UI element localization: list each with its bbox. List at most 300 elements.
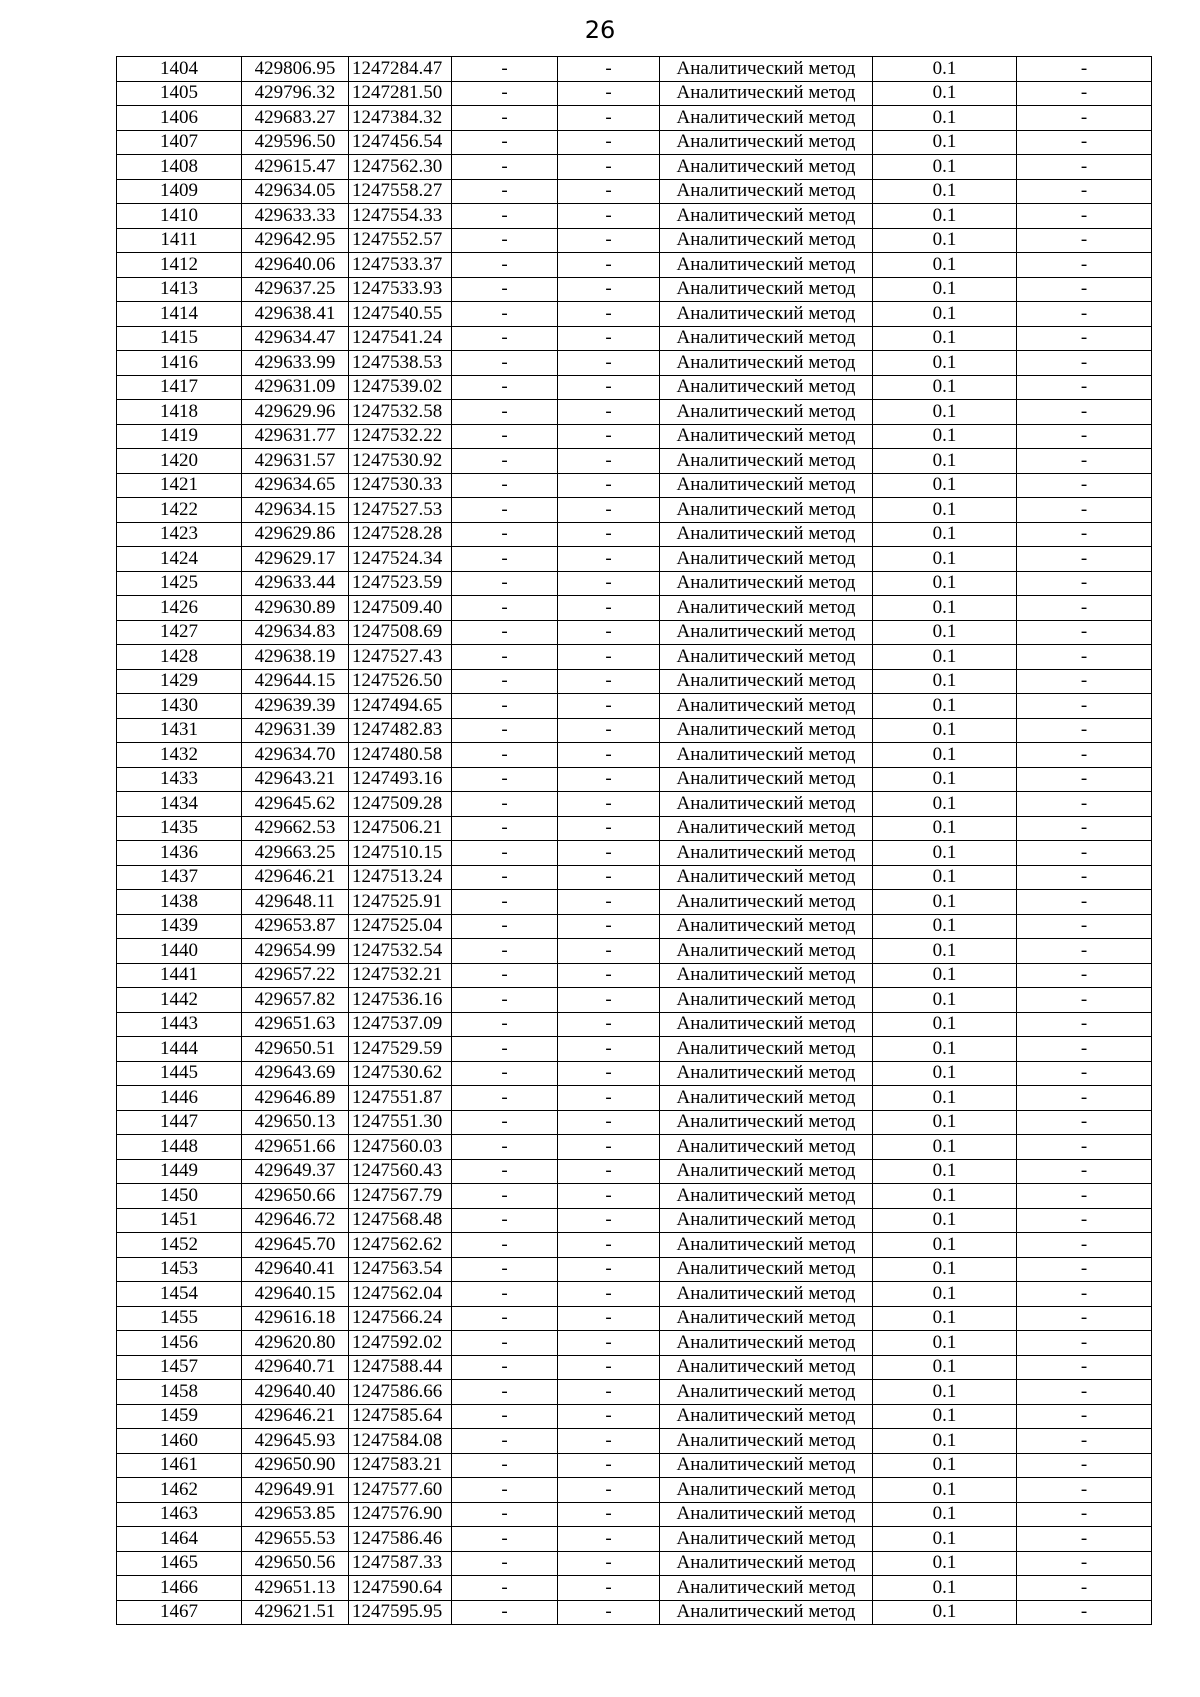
y-coordinate-cell: 1247526.50: [349, 669, 452, 694]
y-coordinate-cell: 1247482.83: [349, 718, 452, 743]
point-number-cell: 1405: [117, 81, 242, 106]
table-row: [117, 1600, 1152, 1625]
column-4-cell: -: [452, 302, 558, 327]
accuracy-cell: 0.1: [873, 1527, 1017, 1552]
column-8-cell: -: [1017, 988, 1152, 1013]
y-coordinate-cell: 1247541.24: [349, 326, 452, 351]
column-4-cell: -: [452, 1184, 558, 1209]
x-coordinate-cell: 429663.25: [242, 841, 349, 866]
method-cell: Аналитический метод: [660, 1184, 873, 1209]
column-4-cell: -: [452, 424, 558, 449]
column-5-cell: -: [558, 302, 660, 327]
method-cell: Аналитический метод: [660, 939, 873, 964]
point-number-cell: 1423: [117, 522, 242, 547]
y-coordinate-cell: 1247552.57: [349, 228, 452, 253]
y-coordinate-cell: 1247281.50: [349, 81, 452, 106]
column-8-cell: -: [1017, 620, 1152, 645]
point-number-cell: 1414: [117, 302, 242, 327]
accuracy-cell: 0.1: [873, 1012, 1017, 1037]
accuracy-cell: 0.1: [873, 890, 1017, 915]
table-row: [117, 1331, 1152, 1356]
y-coordinate-cell: 1247530.92: [349, 449, 452, 474]
y-coordinate-cell: 1247523.59: [349, 571, 452, 596]
accuracy-cell: 0.1: [873, 865, 1017, 890]
column-8-cell: -: [1017, 743, 1152, 768]
accuracy-cell: 0.1: [873, 179, 1017, 204]
column-8-cell: -: [1017, 57, 1152, 82]
y-coordinate-cell: 1247558.27: [349, 179, 452, 204]
method-cell: Аналитический метод: [660, 326, 873, 351]
column-8-cell: -: [1017, 1527, 1152, 1552]
table-row: [117, 1576, 1152, 1601]
column-5-cell: -: [558, 106, 660, 131]
table-row: [117, 1135, 1152, 1160]
accuracy-cell: 0.1: [873, 767, 1017, 792]
accuracy-cell: 0.1: [873, 547, 1017, 572]
accuracy-cell: 0.1: [873, 473, 1017, 498]
table-row: [117, 473, 1152, 498]
table-row: [117, 596, 1152, 621]
column-8-cell: -: [1017, 179, 1152, 204]
column-4-cell: -: [452, 326, 558, 351]
point-number-cell: 1464: [117, 1527, 242, 1552]
y-coordinate-cell: 1247532.54: [349, 939, 452, 964]
y-coordinate-cell: 1247527.43: [349, 645, 452, 670]
table-row: [117, 253, 1152, 278]
table-row: [117, 204, 1152, 229]
column-8-cell: -: [1017, 865, 1152, 890]
method-cell: Аналитический метод: [660, 473, 873, 498]
accuracy-cell: 0.1: [873, 326, 1017, 351]
table-row: [117, 179, 1152, 204]
accuracy-cell: 0.1: [873, 253, 1017, 278]
y-coordinate-cell: 1247538.53: [349, 351, 452, 376]
x-coordinate-cell: 429640.06: [242, 253, 349, 278]
y-coordinate-cell: 1247532.58: [349, 400, 452, 425]
column-4-cell: -: [452, 890, 558, 915]
column-8-cell: -: [1017, 1037, 1152, 1062]
method-cell: Аналитический метод: [660, 449, 873, 474]
column-4-cell: -: [452, 914, 558, 939]
method-cell: Аналитический метод: [660, 841, 873, 866]
method-cell: Аналитический метод: [660, 1404, 873, 1429]
x-coordinate-cell: 429651.13: [242, 1576, 349, 1601]
table-row: [117, 1037, 1152, 1062]
y-coordinate-cell: 1247551.87: [349, 1086, 452, 1111]
y-coordinate-cell: 1247510.15: [349, 841, 452, 866]
column-5-cell: -: [558, 743, 660, 768]
method-cell: Аналитический метод: [660, 1551, 873, 1576]
column-4-cell: -: [452, 1086, 558, 1111]
x-coordinate-cell: 429642.95: [242, 228, 349, 253]
column-5-cell: -: [558, 204, 660, 229]
point-number-cell: 1422: [117, 498, 242, 523]
column-8-cell: -: [1017, 498, 1152, 523]
accuracy-cell: 0.1: [873, 1502, 1017, 1527]
table-row: [117, 1184, 1152, 1209]
column-4-cell: -: [452, 1404, 558, 1429]
column-5-cell: -: [558, 1159, 660, 1184]
x-coordinate-cell: 429644.15: [242, 669, 349, 694]
accuracy-cell: 0.1: [873, 302, 1017, 327]
y-coordinate-cell: 1247584.08: [349, 1429, 452, 1454]
point-number-cell: 1432: [117, 743, 242, 768]
accuracy-cell: 0.1: [873, 57, 1017, 82]
accuracy-cell: 0.1: [873, 1306, 1017, 1331]
y-coordinate-cell: 1247567.79: [349, 1184, 452, 1209]
accuracy-cell: 0.1: [873, 1184, 1017, 1209]
column-4-cell: -: [452, 228, 558, 253]
column-8-cell: -: [1017, 1233, 1152, 1258]
column-8-cell: -: [1017, 1257, 1152, 1282]
table-row: [117, 1551, 1152, 1576]
y-coordinate-cell: 1247585.64: [349, 1404, 452, 1429]
accuracy-cell: 0.1: [873, 1551, 1017, 1576]
table-row: [117, 767, 1152, 792]
method-cell: Аналитический метод: [660, 1478, 873, 1503]
column-4-cell: -: [452, 351, 558, 376]
accuracy-cell: 0.1: [873, 792, 1017, 817]
y-coordinate-cell: 1247560.43: [349, 1159, 452, 1184]
method-cell: Аналитический метод: [660, 375, 873, 400]
method-cell: Аналитический метод: [660, 498, 873, 523]
accuracy-cell: 0.1: [873, 106, 1017, 131]
column-5-cell: -: [558, 424, 660, 449]
table-row: [117, 865, 1152, 890]
x-coordinate-cell: 429638.19: [242, 645, 349, 670]
column-8-cell: -: [1017, 1159, 1152, 1184]
point-number-cell: 1413: [117, 277, 242, 302]
accuracy-cell: 0.1: [873, 1429, 1017, 1454]
y-coordinate-cell: 1247576.90: [349, 1502, 452, 1527]
method-cell: Аналитический метод: [660, 1527, 873, 1552]
x-coordinate-cell: 429629.17: [242, 547, 349, 572]
column-5-cell: -: [558, 449, 660, 474]
column-4-cell: -: [452, 1233, 558, 1258]
method-cell: Аналитический метод: [660, 988, 873, 1013]
column-5-cell: -: [558, 1061, 660, 1086]
column-8-cell: -: [1017, 890, 1152, 915]
column-5-cell: -: [558, 718, 660, 743]
column-8-cell: -: [1017, 939, 1152, 964]
point-number-cell: 1452: [117, 1233, 242, 1258]
column-4-cell: -: [452, 1282, 558, 1307]
column-5-cell: -: [558, 669, 660, 694]
column-4-cell: -: [452, 1576, 558, 1601]
method-cell: Аналитический метод: [660, 816, 873, 841]
method-cell: Аналитический метод: [660, 571, 873, 596]
x-coordinate-cell: 429654.99: [242, 939, 349, 964]
column-4-cell: -: [452, 81, 558, 106]
method-cell: Аналитический метод: [660, 767, 873, 792]
point-number-cell: 1434: [117, 792, 242, 817]
table-row: [117, 571, 1152, 596]
point-number-cell: 1446: [117, 1086, 242, 1111]
x-coordinate-cell: 429650.90: [242, 1453, 349, 1478]
method-cell: Аналитический метод: [660, 645, 873, 670]
method-cell: Аналитический метод: [660, 253, 873, 278]
accuracy-cell: 0.1: [873, 522, 1017, 547]
method-cell: Аналитический метод: [660, 620, 873, 645]
y-coordinate-cell: 1247527.53: [349, 498, 452, 523]
point-number-cell: 1419: [117, 424, 242, 449]
point-number-cell: 1409: [117, 179, 242, 204]
point-number-cell: 1411: [117, 228, 242, 253]
accuracy-cell: 0.1: [873, 571, 1017, 596]
point-number-cell: 1445: [117, 1061, 242, 1086]
method-cell: Аналитический метод: [660, 1502, 873, 1527]
y-coordinate-cell: 1247506.21: [349, 816, 452, 841]
column-8-cell: -: [1017, 1208, 1152, 1233]
y-coordinate-cell: 1247536.16: [349, 988, 452, 1013]
point-number-cell: 1438: [117, 890, 242, 915]
column-8-cell: -: [1017, 424, 1152, 449]
method-cell: Аналитический метод: [660, 743, 873, 768]
column-4-cell: -: [452, 1355, 558, 1380]
y-coordinate-cell: 1247533.37: [349, 253, 452, 278]
point-number-cell: 1465: [117, 1551, 242, 1576]
accuracy-cell: 0.1: [873, 1037, 1017, 1062]
x-coordinate-cell: 429645.70: [242, 1233, 349, 1258]
x-coordinate-cell: 429650.66: [242, 1184, 349, 1209]
point-number-cell: 1430: [117, 694, 242, 719]
point-number-cell: 1450: [117, 1184, 242, 1209]
accuracy-cell: 0.1: [873, 620, 1017, 645]
column-5-cell: -: [558, 351, 660, 376]
table-row: [117, 988, 1152, 1013]
table-row: [117, 718, 1152, 743]
x-coordinate-cell: 429631.57: [242, 449, 349, 474]
point-number-cell: 1467: [117, 1600, 242, 1625]
column-4-cell: -: [452, 963, 558, 988]
y-coordinate-cell: 1247532.21: [349, 963, 452, 988]
point-number-cell: 1427: [117, 620, 242, 645]
x-coordinate-cell: 429649.37: [242, 1159, 349, 1184]
table-row: [117, 106, 1152, 131]
method-cell: Аналитический метод: [660, 792, 873, 817]
table-row: [117, 424, 1152, 449]
method-cell: Аналитический метод: [660, 1429, 873, 1454]
column-5-cell: -: [558, 1184, 660, 1209]
column-5-cell: -: [558, 1208, 660, 1233]
column-8-cell: -: [1017, 669, 1152, 694]
table-row: [117, 351, 1152, 376]
method-cell: Аналитический метод: [660, 669, 873, 694]
x-coordinate-cell: 429633.44: [242, 571, 349, 596]
table-row: [117, 1159, 1152, 1184]
column-5-cell: -: [558, 1551, 660, 1576]
column-5-cell: -: [558, 1502, 660, 1527]
column-4-cell: -: [452, 1502, 558, 1527]
page-number: 26: [584, 16, 616, 44]
column-5-cell: -: [558, 1478, 660, 1503]
table-row: [117, 81, 1152, 106]
accuracy-cell: 0.1: [873, 1478, 1017, 1503]
column-8-cell: -: [1017, 302, 1152, 327]
column-8-cell: -: [1017, 1086, 1152, 1111]
point-number-cell: 1437: [117, 865, 242, 890]
x-coordinate-cell: 429634.83: [242, 620, 349, 645]
y-coordinate-cell: 1247524.34: [349, 547, 452, 572]
table-row: [117, 645, 1152, 670]
accuracy-cell: 0.1: [873, 939, 1017, 964]
x-coordinate-cell: 429630.89: [242, 596, 349, 621]
column-8-cell: -: [1017, 1306, 1152, 1331]
x-coordinate-cell: 429634.47: [242, 326, 349, 351]
y-coordinate-cell: 1247456.54: [349, 130, 452, 155]
point-number-cell: 1404: [117, 57, 242, 82]
table-row: [117, 620, 1152, 645]
y-coordinate-cell: 1247530.62: [349, 1061, 452, 1086]
method-cell: Аналитический метод: [660, 1159, 873, 1184]
column-8-cell: -: [1017, 326, 1152, 351]
accuracy-cell: 0.1: [873, 743, 1017, 768]
column-5-cell: -: [558, 375, 660, 400]
column-4-cell: -: [452, 1600, 558, 1625]
x-coordinate-cell: 429621.51: [242, 1600, 349, 1625]
column-5-cell: -: [558, 1331, 660, 1356]
x-coordinate-cell: 429648.11: [242, 890, 349, 915]
column-4-cell: -: [452, 816, 558, 841]
column-4-cell: -: [452, 130, 558, 155]
point-number-cell: 1424: [117, 547, 242, 572]
column-8-cell: -: [1017, 228, 1152, 253]
point-number-cell: 1426: [117, 596, 242, 621]
x-coordinate-cell: 429634.65: [242, 473, 349, 498]
column-5-cell: -: [558, 522, 660, 547]
column-4-cell: -: [452, 179, 558, 204]
method-cell: Аналитический метод: [660, 890, 873, 915]
y-coordinate-cell: 1247577.60: [349, 1478, 452, 1503]
table-row: [117, 792, 1152, 817]
point-number-cell: 1459: [117, 1404, 242, 1429]
column-5-cell: -: [558, 1380, 660, 1405]
column-4-cell: -: [452, 449, 558, 474]
column-4-cell: -: [452, 939, 558, 964]
column-5-cell: -: [558, 1135, 660, 1160]
accuracy-cell: 0.1: [873, 449, 1017, 474]
column-8-cell: -: [1017, 1478, 1152, 1503]
table-row: [117, 669, 1152, 694]
point-number-cell: 1428: [117, 645, 242, 670]
y-coordinate-cell: 1247551.30: [349, 1110, 452, 1135]
point-number-cell: 1408: [117, 155, 242, 180]
column-4-cell: -: [452, 1208, 558, 1233]
column-5-cell: -: [558, 1037, 660, 1062]
column-5-cell: -: [558, 1233, 660, 1258]
accuracy-cell: 0.1: [873, 1331, 1017, 1356]
method-cell: Аналитический метод: [660, 130, 873, 155]
method-cell: Аналитический метод: [660, 1233, 873, 1258]
point-number-cell: 1410: [117, 204, 242, 229]
point-number-cell: 1461: [117, 1453, 242, 1478]
column-8-cell: -: [1017, 155, 1152, 180]
point-number-cell: 1421: [117, 473, 242, 498]
column-4-cell: -: [452, 1135, 558, 1160]
method-cell: Аналитический метод: [660, 1086, 873, 1111]
x-coordinate-cell: 429631.77: [242, 424, 349, 449]
x-coordinate-cell: 429646.89: [242, 1086, 349, 1111]
column-8-cell: -: [1017, 841, 1152, 866]
column-4-cell: -: [452, 1037, 558, 1062]
method-cell: Аналитический метод: [660, 1282, 873, 1307]
point-number-cell: 1447: [117, 1110, 242, 1135]
x-coordinate-cell: 429638.41: [242, 302, 349, 327]
column-5-cell: -: [558, 1012, 660, 1037]
column-8-cell: -: [1017, 767, 1152, 792]
point-number-cell: 1439: [117, 914, 242, 939]
column-5-cell: -: [558, 571, 660, 596]
method-cell: Аналитический метод: [660, 1453, 873, 1478]
table-row: [117, 277, 1152, 302]
accuracy-cell: 0.1: [873, 1110, 1017, 1135]
point-number-cell: 1417: [117, 375, 242, 400]
table-row: [117, 1404, 1152, 1429]
column-4-cell: -: [452, 669, 558, 694]
x-coordinate-cell: 429649.91: [242, 1478, 349, 1503]
y-coordinate-cell: 1247494.65: [349, 694, 452, 719]
x-coordinate-cell: 429637.25: [242, 277, 349, 302]
column-5-cell: -: [558, 890, 660, 915]
x-coordinate-cell: 429634.05: [242, 179, 349, 204]
column-4-cell: -: [452, 718, 558, 743]
point-number-cell: 1425: [117, 571, 242, 596]
column-5-cell: -: [558, 865, 660, 890]
y-coordinate-cell: 1247562.30: [349, 155, 452, 180]
column-4-cell: -: [452, 155, 558, 180]
column-8-cell: -: [1017, 1404, 1152, 1429]
method-cell: Аналитический метод: [660, 228, 873, 253]
column-4-cell: -: [452, 1429, 558, 1454]
x-coordinate-cell: 429633.99: [242, 351, 349, 376]
column-8-cell: -: [1017, 1453, 1152, 1478]
method-cell: Аналитический метод: [660, 718, 873, 743]
column-4-cell: -: [452, 400, 558, 425]
point-number-cell: 1442: [117, 988, 242, 1013]
table-row: [117, 547, 1152, 572]
x-coordinate-cell: 429643.21: [242, 767, 349, 792]
column-5-cell: -: [558, 1257, 660, 1282]
column-4-cell: -: [452, 1061, 558, 1086]
x-coordinate-cell: 429651.66: [242, 1135, 349, 1160]
table-row: [117, 400, 1152, 425]
column-8-cell: -: [1017, 375, 1152, 400]
column-5-cell: -: [558, 130, 660, 155]
column-4-cell: -: [452, 841, 558, 866]
point-number-cell: 1451: [117, 1208, 242, 1233]
column-5-cell: -: [558, 1110, 660, 1135]
point-number-cell: 1407: [117, 130, 242, 155]
table-row: [117, 1086, 1152, 1111]
x-coordinate-cell: 429655.53: [242, 1527, 349, 1552]
accuracy-cell: 0.1: [873, 645, 1017, 670]
table-row: [117, 963, 1152, 988]
column-4-cell: -: [452, 596, 558, 621]
column-4-cell: -: [452, 1159, 558, 1184]
method-cell: Аналитический метод: [660, 277, 873, 302]
column-4-cell: -: [452, 473, 558, 498]
accuracy-cell: 0.1: [873, 694, 1017, 719]
column-5-cell: -: [558, 963, 660, 988]
x-coordinate-cell: 429646.21: [242, 865, 349, 890]
method-cell: Аналитический метод: [660, 400, 873, 425]
column-8-cell: -: [1017, 571, 1152, 596]
column-8-cell: -: [1017, 1282, 1152, 1307]
accuracy-cell: 0.1: [873, 841, 1017, 866]
column-5-cell: -: [558, 326, 660, 351]
x-coordinate-cell: 429615.47: [242, 155, 349, 180]
column-5-cell: -: [558, 57, 660, 82]
